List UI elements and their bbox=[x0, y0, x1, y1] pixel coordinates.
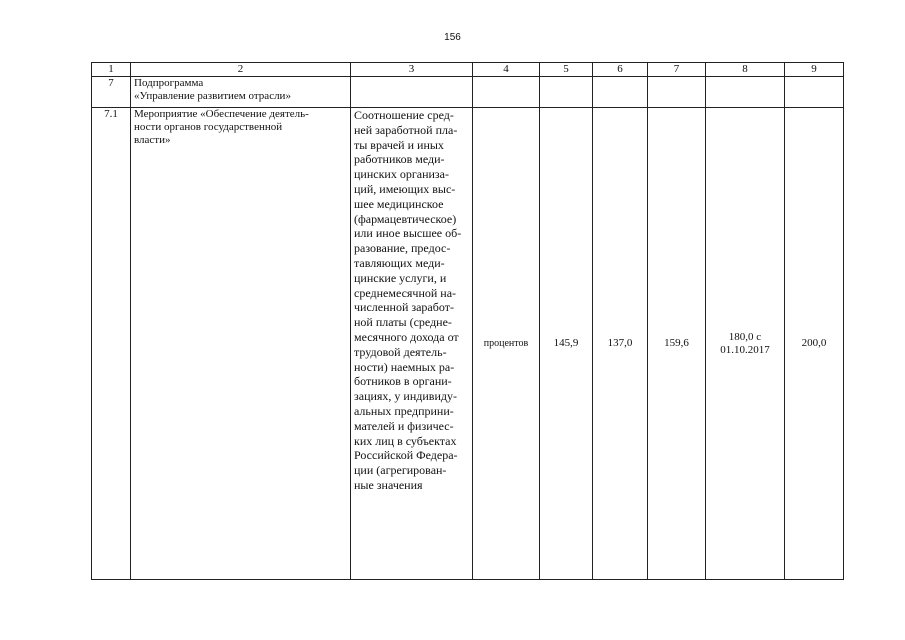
indicator-line: ные значения bbox=[354, 477, 423, 492]
indicator-line: шее медицинское bbox=[354, 196, 444, 211]
subprogram-row bbox=[92, 77, 844, 108]
indicator-line: Российской Федера- bbox=[354, 448, 458, 463]
indicator-line: мателей и физичес- bbox=[354, 418, 454, 433]
column-number: 6 bbox=[593, 63, 648, 77]
indicator-line: разование, предос- bbox=[354, 241, 451, 256]
row-number: 7 bbox=[92, 77, 131, 108]
indicator-line: трудовой деятель- bbox=[354, 344, 447, 359]
subprogram-name bbox=[131, 77, 351, 108]
indicator-line: ций, имеющих выс- bbox=[354, 181, 456, 196]
empty-cell bbox=[593, 77, 648, 108]
indicator-line: ной платы (средне- bbox=[354, 315, 452, 330]
indicator-line: ких лиц в субъектах bbox=[354, 433, 457, 448]
empty-cell bbox=[351, 77, 473, 108]
indicator-line: ции (агрегирован- bbox=[354, 463, 447, 478]
indicator-line: Соотношение сред- bbox=[354, 108, 454, 122]
indicator-line: или иное высшее об- bbox=[354, 226, 462, 241]
indicator-line: цинские услуги, и bbox=[354, 270, 447, 285]
value-col5: 145,9 bbox=[540, 108, 593, 580]
unit-cell: процентов bbox=[473, 108, 540, 580]
value-col7: 159,6 bbox=[648, 108, 706, 580]
event-name bbox=[131, 108, 351, 580]
column-number: 7 bbox=[648, 63, 706, 77]
indicators-table bbox=[91, 62, 844, 580]
indicator-line: цинских организа- bbox=[354, 167, 449, 182]
indicator-line: зациях, у индивиду- bbox=[354, 389, 457, 404]
value-col8-line: 01.10.2017 bbox=[720, 343, 770, 356]
empty-cell bbox=[706, 77, 785, 108]
value-col6: 137,0 bbox=[593, 108, 648, 580]
event-row bbox=[92, 108, 844, 580]
indicator-line: ней заработной пла- bbox=[354, 122, 458, 137]
indicator-line: (фармацевтическое) bbox=[354, 211, 457, 226]
value-col8 bbox=[706, 108, 785, 580]
event-name-line: Мероприятие «Обеспечение деятель- bbox=[134, 108, 309, 120]
column-number: 1 bbox=[92, 63, 131, 77]
column-number: 8 bbox=[706, 63, 785, 77]
subprogram-name-line: Подпрограмма bbox=[134, 77, 204, 89]
indicator-line: месячного дохода от bbox=[354, 329, 459, 344]
page-number: 156 bbox=[444, 32, 461, 43]
column-number: 2 bbox=[131, 63, 351, 77]
indicator-line: ности) наемных ра- bbox=[354, 359, 455, 374]
event-name-line: власти» bbox=[134, 134, 171, 146]
column-number: 9 bbox=[785, 63, 844, 77]
column-number: 3 bbox=[351, 63, 473, 77]
row-number: 7.1 bbox=[92, 108, 131, 580]
value-col9: 200,0 bbox=[785, 108, 844, 580]
empty-cell bbox=[540, 77, 593, 108]
column-number: 5 bbox=[540, 63, 593, 77]
empty-cell bbox=[785, 77, 844, 108]
column-numbers-row bbox=[92, 63, 844, 77]
indicator-line: среднемесячной на- bbox=[354, 285, 457, 300]
indicator-line: ты врачей и иных bbox=[354, 137, 444, 152]
column-number: 4 bbox=[473, 63, 540, 77]
empty-cell bbox=[473, 77, 540, 108]
indicator-line: ботников в органи- bbox=[354, 374, 452, 389]
indicator-line: численной заработ- bbox=[354, 300, 454, 315]
subprogram-name-line: «Управление развитием отрасли» bbox=[134, 90, 291, 102]
indicator-line: альных предприни- bbox=[354, 403, 454, 418]
empty-cell bbox=[648, 77, 706, 108]
indicator-line: работников меди- bbox=[354, 152, 445, 167]
value-col8-line: 180,0 с bbox=[728, 330, 762, 343]
indicator-line: тавляющих меди- bbox=[354, 255, 445, 270]
indicator-name bbox=[351, 108, 473, 580]
event-name-line: ности органов государственной bbox=[134, 121, 283, 133]
